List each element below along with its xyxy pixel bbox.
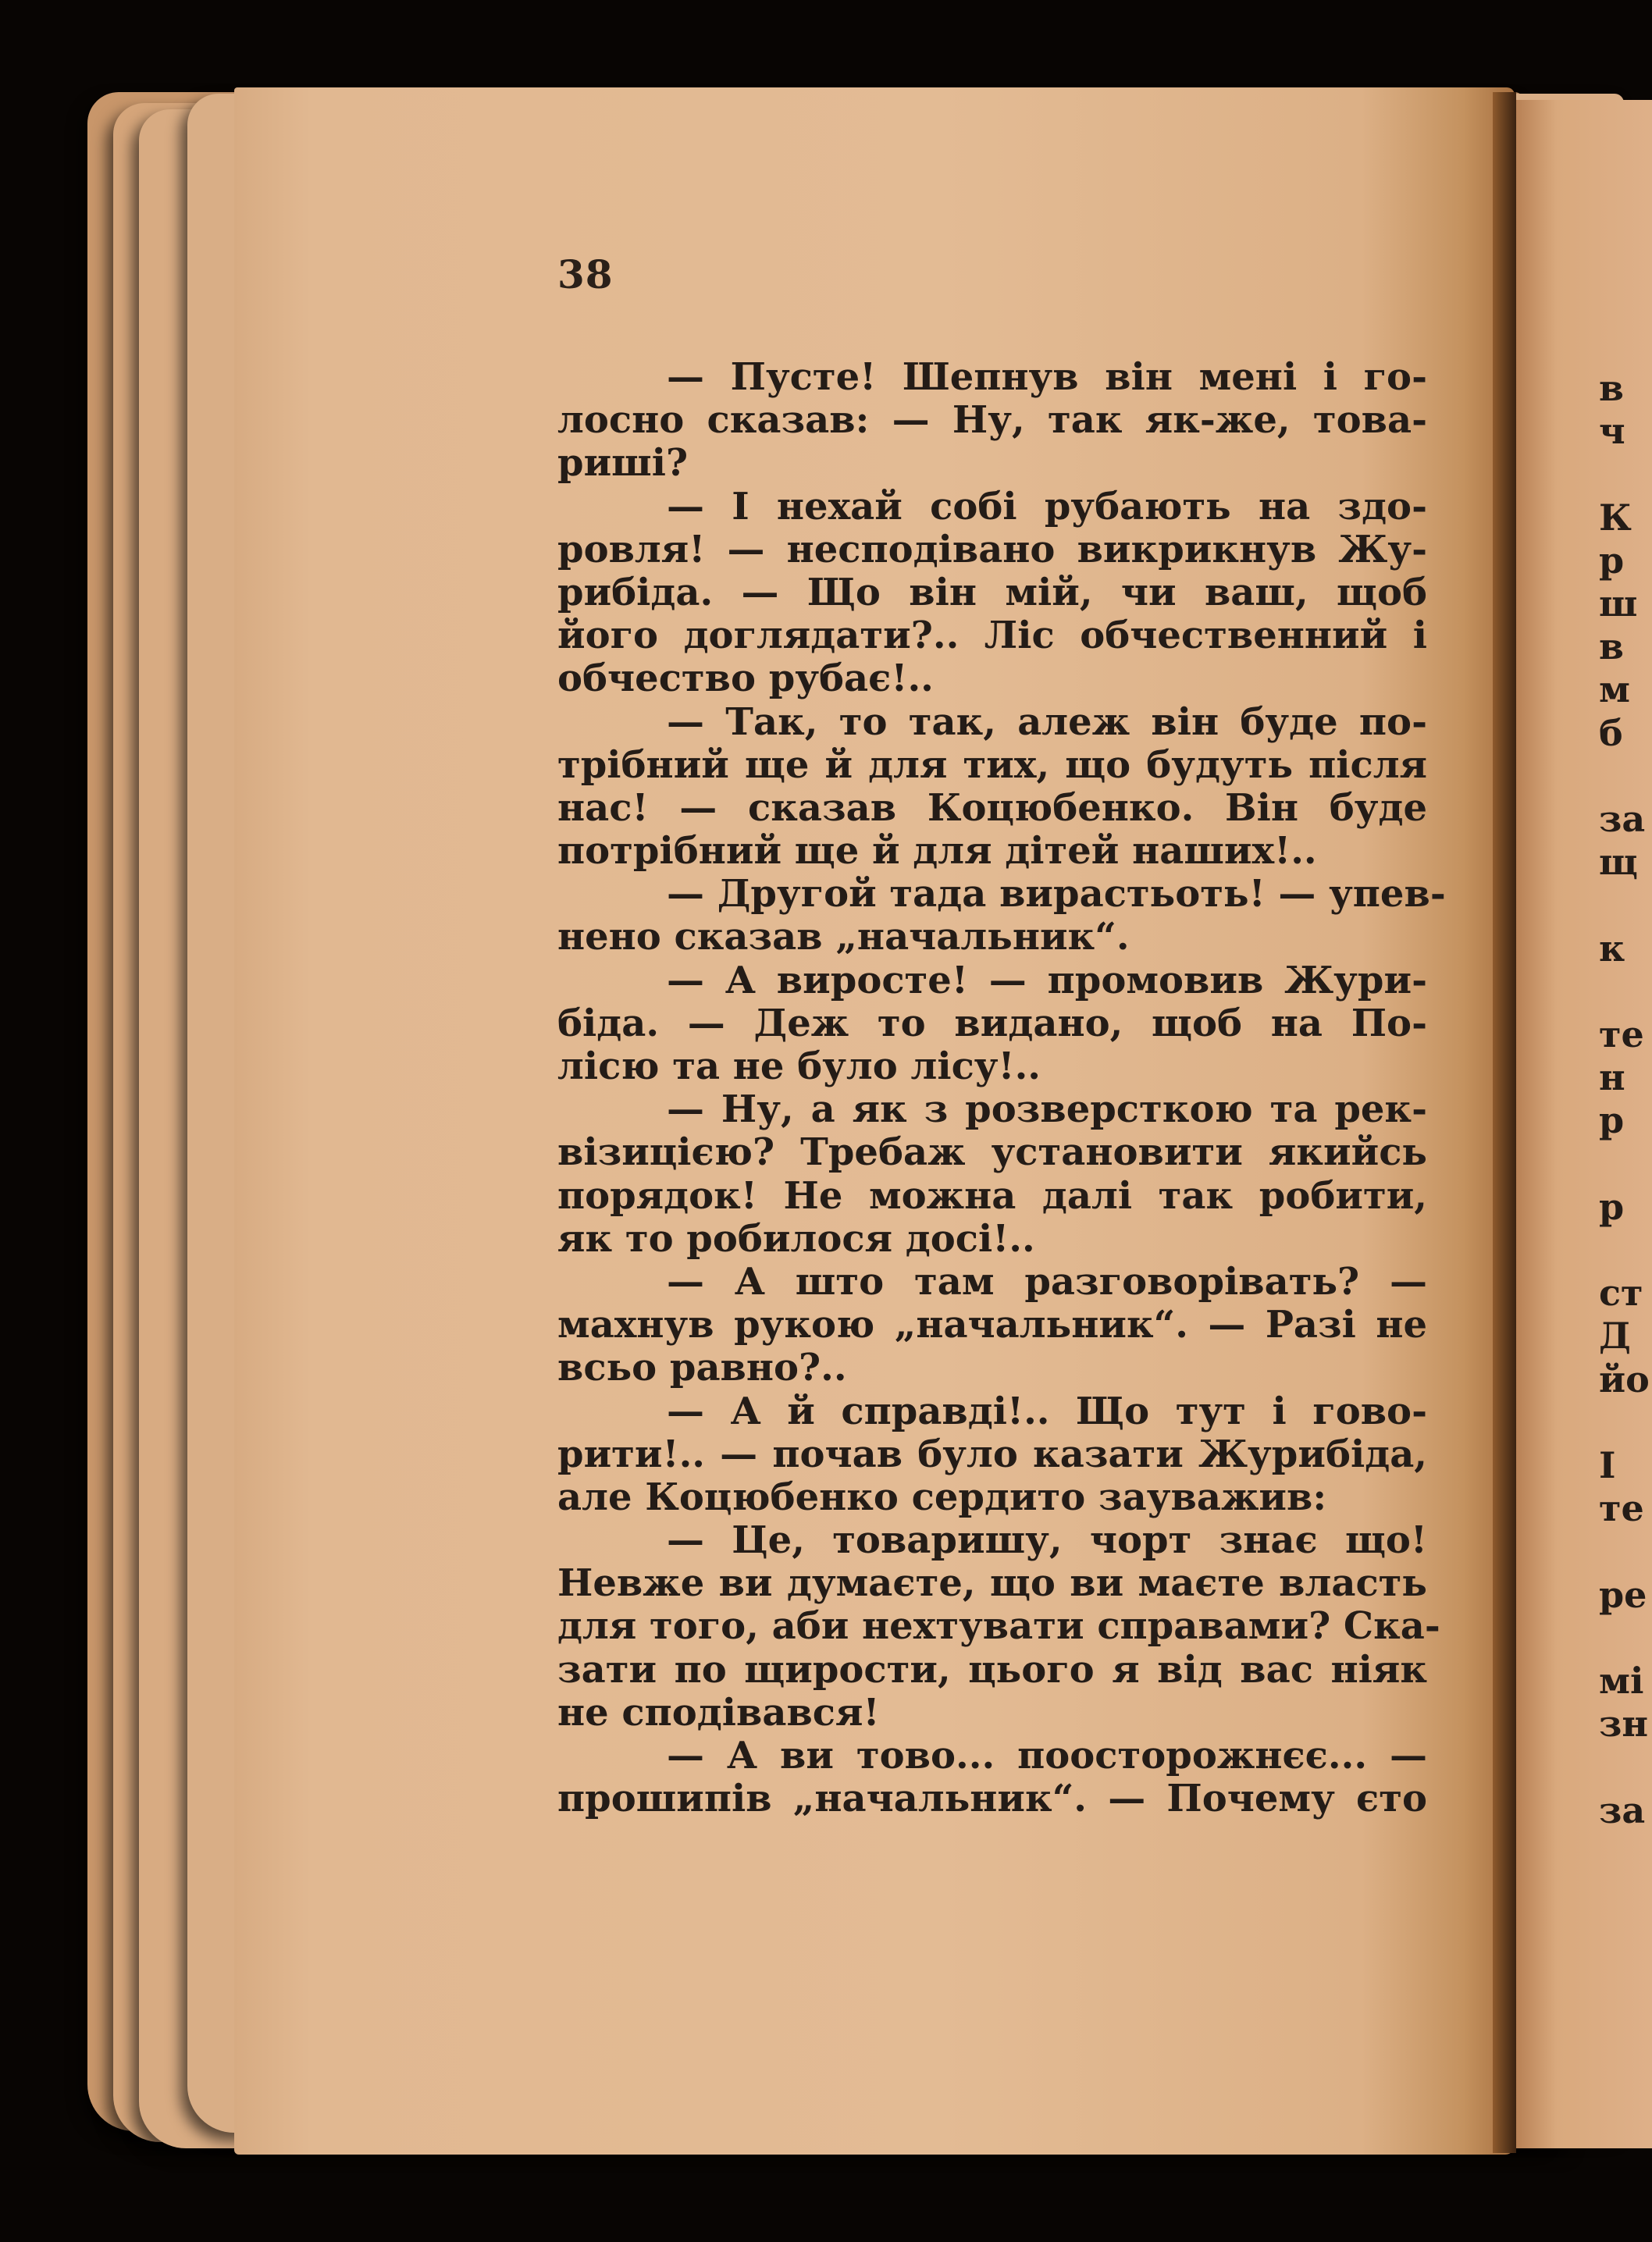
text-line: нено сказав „начальник“. <box>557 915 1130 959</box>
text-line: його доглядати?.. Ліс обчественний і <box>557 614 1427 658</box>
text-line: рити!.. — почав було казати Журибіда, <box>557 1432 1427 1476</box>
text-line: як то робилося досі!.. <box>557 1216 1035 1261</box>
right-page-fragment: р <box>1599 539 1625 582</box>
text-line: нас! — сказав Коцюбенко. Він буде <box>557 785 1427 830</box>
text-line: біда. — Деж то видано, щоб на По- <box>557 1001 1427 1045</box>
right-page-fragment: щ <box>1599 841 1638 884</box>
book-gutter <box>1493 92 1516 2153</box>
right-page-fragment: за <box>1599 798 1646 840</box>
right-page-fragment: н <box>1599 1056 1625 1099</box>
right-page-fragment: ш <box>1599 582 1638 625</box>
text-line: лосно сказав: — Ну, так як-же, това- <box>557 398 1427 443</box>
right-page-fragment: Д <box>1599 1315 1631 1358</box>
right-page-fragment: в <box>1599 367 1624 409</box>
text-line: для того, аби нехтувати справами? Ска- <box>557 1604 1440 1649</box>
text-line: — І нехай собі рубають на здо- <box>667 484 1427 528</box>
text-line: всьо равно?.. <box>557 1346 847 1390</box>
right-page-fragment: те <box>1599 1487 1644 1530</box>
text-line: але Коцюбенко сердито зауважив: <box>557 1475 1327 1519</box>
right-page-fragment: к <box>1599 927 1625 970</box>
text-line: — А виросте! — промовив Жури- <box>667 958 1427 1002</box>
text-line: — Другой тада вирастьоть! — упев- <box>667 872 1446 916</box>
text-line: Невже ви думаєте, що ви маєте власть <box>557 1561 1427 1606</box>
text-line: ровля! — несподівано викрикнув Жу- <box>557 527 1427 571</box>
right-page-fragment: йо <box>1599 1358 1650 1400</box>
text-line: прошипів „начальник“. — Почему єто <box>557 1777 1427 1821</box>
text-line: — А й справді!.. Що тут і гово- <box>667 1389 1427 1433</box>
text-line: — А што там разговорівать? — <box>667 1259 1427 1304</box>
text-line: трібний ще й для тих, що будуть після <box>557 742 1427 787</box>
text-line: — Так, то так, алеж він буде по- <box>667 699 1427 744</box>
right-page-fragment: б <box>1599 711 1623 754</box>
right-page-fragment: р <box>1599 1185 1625 1228</box>
right-page-fragment: ч <box>1599 410 1625 453</box>
right-page-edge <box>1516 100 1652 2148</box>
text-line: махнув рукою „начальник“. — Разі не <box>557 1303 1427 1347</box>
right-page-fragment: за <box>1599 1788 1646 1831</box>
text-line: риші? <box>557 441 689 486</box>
text-line: — Ну, а як з розверсткою та рек- <box>667 1087 1427 1132</box>
right-page-fragment: в <box>1599 625 1624 668</box>
right-page-fragment: зн <box>1599 1703 1649 1746</box>
text-line: — Пусте! Шепнув він мені і го- <box>667 355 1427 399</box>
text-line: порядок! Не можна далі так робити, <box>557 1173 1427 1218</box>
text-line: лісю та не було лісу!.. <box>557 1044 1041 1088</box>
right-page-fragment: ст <box>1599 1272 1643 1315</box>
right-page-fragment: р <box>1599 1099 1625 1142</box>
text-line: зати по щирости, цього я від вас ніяк <box>557 1647 1427 1692</box>
text-line: — Це, товаришу, чорт знає що! <box>667 1518 1427 1563</box>
page-number: 38 <box>557 251 614 297</box>
right-page-fragment: І <box>1599 1444 1616 1486</box>
text-line: рибіда. — Що він мій, чи ваш, щоб <box>557 570 1427 614</box>
text-line: — А ви тово... поосторожнєє... — <box>667 1734 1427 1778</box>
page-text <box>557 355 1446 1821</box>
right-page-fragment: К <box>1599 496 1632 539</box>
right-page-fragment: мі <box>1599 1660 1644 1702</box>
right-page-fragment: м <box>1599 668 1630 711</box>
text-line: потрібний ще й для дітей наших!.. <box>557 829 1317 874</box>
right-page-fragment: ре <box>1599 1573 1647 1616</box>
text-line: візицією? Требаж установити якийсь <box>557 1130 1427 1175</box>
text-line: обчество рубає!.. <box>557 657 934 701</box>
right-page-fragment: те <box>1599 1013 1644 1055</box>
text-line: не сподівався! <box>557 1690 880 1735</box>
